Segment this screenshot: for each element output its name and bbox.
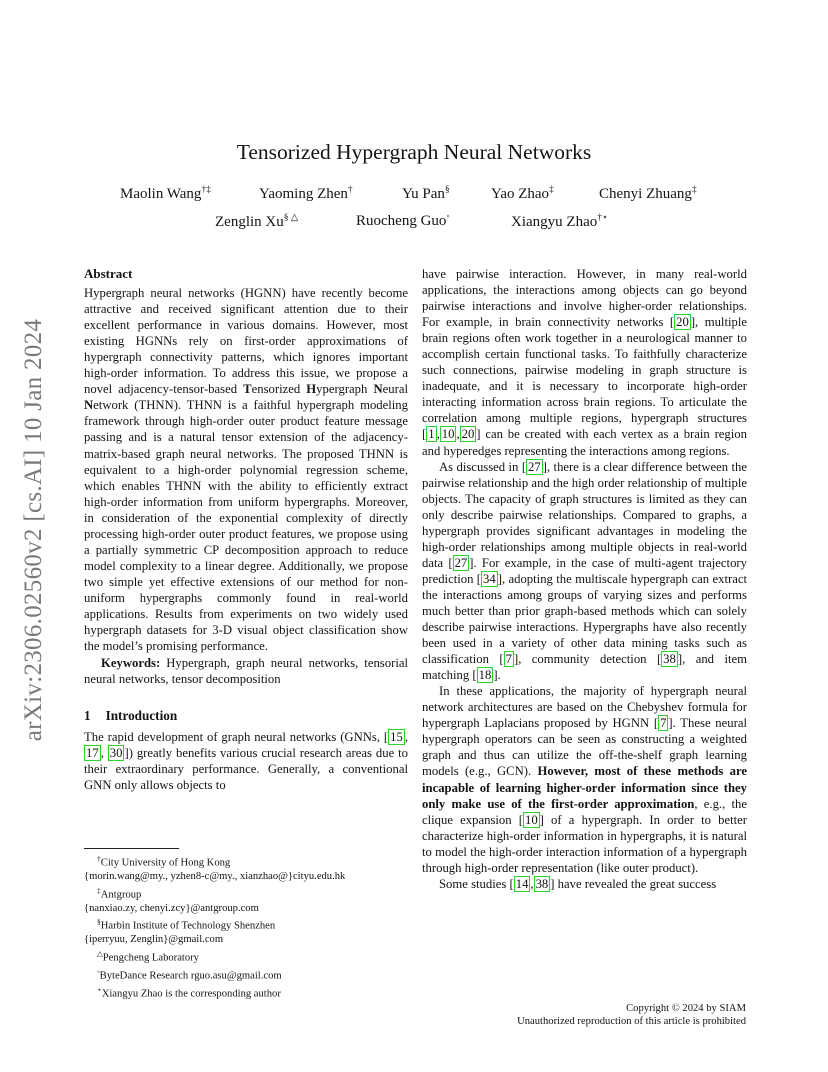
author: Ruocheng Guo◦	[356, 212, 450, 229]
footnote: §Harbin Institute of Technology Shenzhen	[97, 917, 276, 932]
footnote: △Pengcheng Laboratory	[97, 948, 199, 964]
citation-link[interactable]: 15	[390, 730, 403, 745]
footnote: {morin.wang@my., yzhen8-c@my., xianzhao@}cityu.edu.hk	[84, 871, 346, 883]
arxiv-identifier: arXiv:2306.02560v2 [cs.AI] 10 Jan 2024	[20, 318, 48, 742]
footnote-rule	[84, 848, 179, 849]
footnotes	[84, 852, 414, 1001]
footnote: {iperryuu, Zenglin}@gmail.com	[84, 934, 224, 946]
right-column	[422, 266, 747, 892]
author: Chenyi Zhuang‡	[599, 185, 697, 202]
body-paragraph: As discussed in [ 27 ], there is a clear difference between the pairwise relationship and the high order relationship of multiple objects. The capacity of graph structures is limited as they can only describe pairwise relationships. Compared to graphs, a hypergraph provides significant advantages in modeling the high-order relationships among multiple objects in real-world data [ 27 ]. For example, in the case of multi-agent trajectory prediction [ 34 ], adopting the multiscale hypergraph can extract the interactions among groups of varying sizes and performs much better than prior graph-based methods which can solely describe pairwise interactions. Hypergraphs have also recently been used in a variety of other data mining tasks such as classification [ 7 ], community detection [ 38 ], and item matching [ 18 ].	[422, 459, 747, 683]
citation-link[interactable]: 10	[524, 812, 538, 827]
section-heading-introduction: 1 Introduction	[84, 708, 178, 724]
citation-link[interactable]: 27	[528, 459, 541, 474]
footnote: ⋆Xiangyu Zhao is the corresponding author	[97, 984, 281, 1000]
copyright-notice: Copyright © 2024 by SIAM Unauthorized reproduction of this article is prohibited	[517, 1003, 746, 1027]
citation-link[interactable]: 7	[505, 652, 512, 667]
citation-link[interactable]: 20	[676, 315, 689, 330]
body-paragraph: have pairwise interaction. However, in many real-world applications, the interactions among objects can go beyond pairwise interactions and involve higher-order relationships. For example, in brain connectivity networks [ 20 ], multiple brain regions often work together in a neurological manner to accomplish certain functional tasks. To faithfully characterize such connections, pairwise modeling in graph structure is inadequate, and it is necessary to incorporate high-order interacting information across brain regions. To articulate the correlation among multiple regions, hypergraph structures [ 1 , 10 , 20 ] can be created with each vertex as a brain region and hyperedges representing the interactions among regions.	[422, 267, 747, 458]
author: Xiangyu Zhao†⋆	[511, 213, 608, 230]
keywords: Keywords: Hypergraph, graph neural networks, tensorial neural networks, tensor decomposition	[84, 656, 408, 687]
body-paragraph: Some studies [ 14 , 38 ] have revealed the great success	[439, 876, 717, 891]
citation-link[interactable]: 1	[428, 427, 435, 442]
footnote: ◦ByteDance Research rguo.asu@gmail.com	[97, 966, 282, 982]
body-paragraph: In these applications, the majority of hypergraph neural network architectures are based on the Chebyshev formula for hypergraph Laplacians proposed by HGNN [ 7 ]. These neural hypergraph operators can be seen as constructing a weighted graph and thus can utilize the off-the-shelf graph learning models (e.g., GCN). However, most of these methods are incapable of learning higher-order information since they only make use of the first-order approximation, e.g., the clique expansion [ 10 ] of a hypergraph. In order to better characterize high-order information in hypergraphs, it is natural to model the high-order interaction information of a hypergraph through high-order representation (like outer product).	[422, 684, 747, 875]
citation-link[interactable]: 38	[535, 876, 549, 891]
arxiv-sidebar	[4, 300, 64, 760]
abstract-heading: Abstract	[84, 266, 133, 281]
author: Yao Zhao‡	[491, 185, 554, 202]
citation-link[interactable]: 30	[109, 746, 123, 761]
author: Zenglin Xu§ △	[215, 213, 299, 230]
abstract-text: Hypergraph neural networks (HGNN) have recently become attractive and received significant attention due to their excellent performance in various domains. However, most existing HGNNs rely on first-order approximations of hypergraph connectivity patterns, which ignores important high-order information. To address this issue, we propose a novel adjacency-tensor-based Tensorized Hypergraph Neural Network (THNN). THNN is a faithful hypergraph modeling framework through high-order outer product feature message passing and is a natural tensor extension of the adjacency-matrix-based graph neural networks. The proposed THNN is equivalent to a high-order polynomial regression scheme, which enables THNN with the ability to efficiently extract high-order information from uniform hypergraphs. Moreover, in consideration of the exponential complexity of directly processing high-order outer product features, we propose using a partially symmetric CP decomposition approach to reduce model complexity to a linear degree. Additionally, we propose two simple yet effective extensions of our method for non-uniform hypergraphs commonly found in real-world applications. Results from experiments on two widely used hypergraph datasets for 3-D visual object classification show the model’s promising performance.	[84, 286, 408, 654]
footnote: †City University of Hong Kong	[97, 854, 231, 869]
intro-paragraph: The rapid development of graph neural networks (GNNs, [ 15 , 17 , 30 ]) greatly benefits various crucial research areas due to their extraordinary performance. Generally, a conventional GNN only allows objects to	[84, 730, 408, 793]
author: Maolin Wang†‡	[120, 185, 211, 202]
citation-link[interactable]: 17	[86, 746, 99, 761]
left-column	[84, 266, 408, 793]
citation-link[interactable]: 10	[441, 427, 455, 442]
citation-link[interactable]: 7	[660, 716, 667, 731]
citation-link[interactable]: 27	[454, 555, 468, 570]
paper-title: Tensorized Hypergraph Neural Networks	[236, 140, 592, 164]
citation-link[interactable]: 18	[478, 668, 492, 683]
emphasis-text: However, most of these methods are incapable of learning higher-order information since they only make use of the first-order approximation	[422, 764, 747, 811]
citation-link[interactable]: 20	[461, 427, 475, 442]
footnote: ‡Antgroup	[97, 885, 142, 901]
author: Yaoming Zhen†	[259, 185, 353, 202]
footnote: {nanxiao.zy, chenyi.zcy}@antgroup.com	[84, 902, 259, 914]
citation-link[interactable]: 34	[483, 571, 496, 586]
citation-link[interactable]: 38	[663, 652, 676, 667]
author: Yu Pan§	[402, 185, 450, 202]
citation-link[interactable]: 14	[515, 876, 529, 891]
